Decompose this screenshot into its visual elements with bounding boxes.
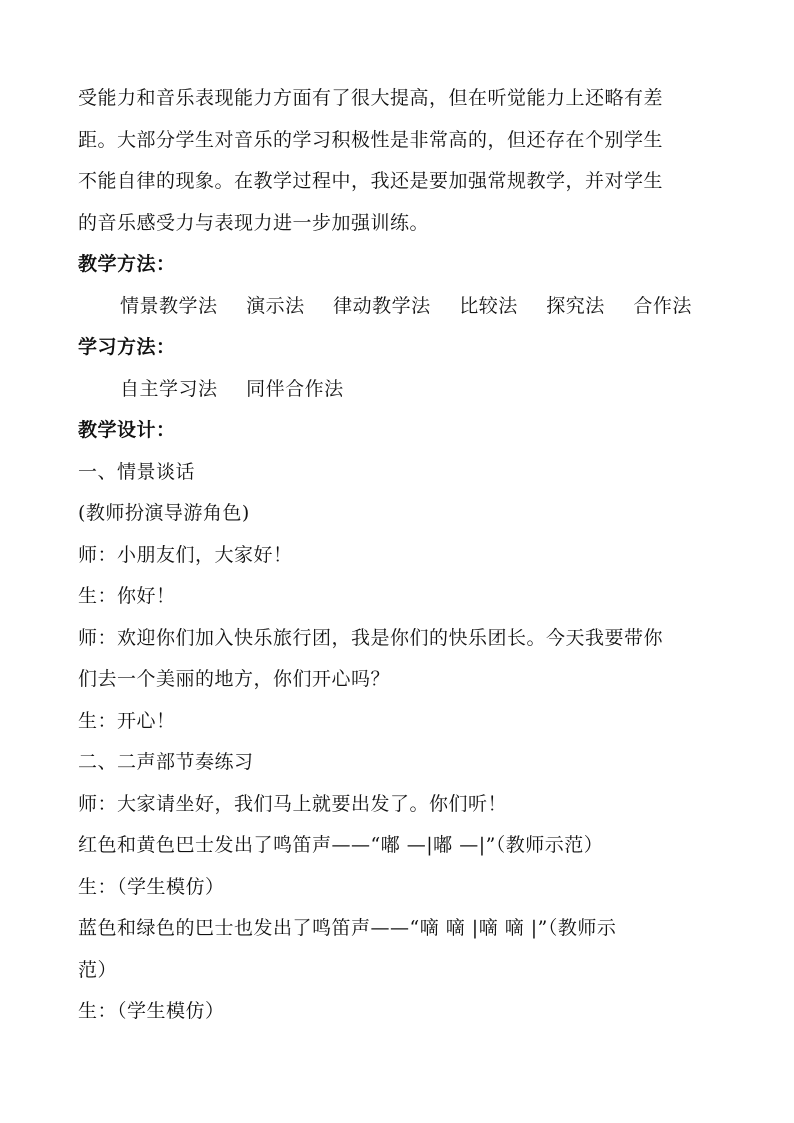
method-item: 合作法 (633, 294, 692, 317)
teaching-methods-list (78, 286, 724, 328)
design-line: 一、情景谈话 (78, 460, 196, 483)
design-line: 师：小朋友们，大家好！ (78, 543, 293, 566)
intro-line: 不能自律的现象。在教学过程中，我还是要加强常规教学，并对学生 (78, 170, 664, 192)
design-line: 生：（学生模仿） (78, 875, 225, 898)
design-line: (教师扮演导游角色) (78, 502, 250, 524)
method-item: 演示法 (246, 294, 305, 317)
design-line: 师：欢迎你们加入快乐旅行团，我是你们的快乐团长。今天我要带你 (78, 626, 664, 649)
intro-line: 距。大部分学生对音乐的学习积极性是非常高的，但还存在个别学生 (78, 128, 664, 151)
method-item: 情景教学法 (120, 294, 218, 317)
method-item: 比较法 (459, 294, 518, 317)
design-line: 生：（学生模仿） (78, 1000, 225, 1022)
learning-methods-list (78, 369, 724, 411)
method-item: 同伴合作法 (246, 377, 344, 400)
design-line: 生：你好！ (78, 585, 176, 607)
intro-line: 受能力和音乐表现能力方面有了很大提高，但在听觉能力上还略有差 (78, 87, 664, 109)
design-line: 二、二声部节奏练习 (78, 751, 254, 773)
design-line: 们去一个美丽的地方，你们开心吗？ (78, 668, 391, 690)
method-item: 探究法 (546, 294, 605, 317)
design-line: 蓝色和绿色的巴士也发出了鸣笛声——“嘀 嘀 |嘀 嘀 |”（教师示 (78, 917, 617, 939)
design-line: 范） (78, 958, 118, 981)
intro-line: 的音乐感受力与表现力进一步加强训练。 (78, 211, 430, 234)
learning-methods-heading: 学习方法： (78, 336, 176, 358)
design-line: 生：开心！ (78, 709, 176, 732)
teaching-methods-heading: 教学方法： (78, 253, 176, 275)
teaching-design-heading: 教学设计： (78, 419, 176, 441)
design-line: 红色和黄色巴士发出了鸣笛声——“嘟 —|嘟 —|”（教师示范） (78, 834, 604, 856)
method-item: 自主学习法 (120, 377, 218, 400)
design-line: 师：大家请坐好，我们马上就要出发了。你们听！ (78, 792, 508, 815)
method-item: 律动教学法 (333, 294, 431, 317)
